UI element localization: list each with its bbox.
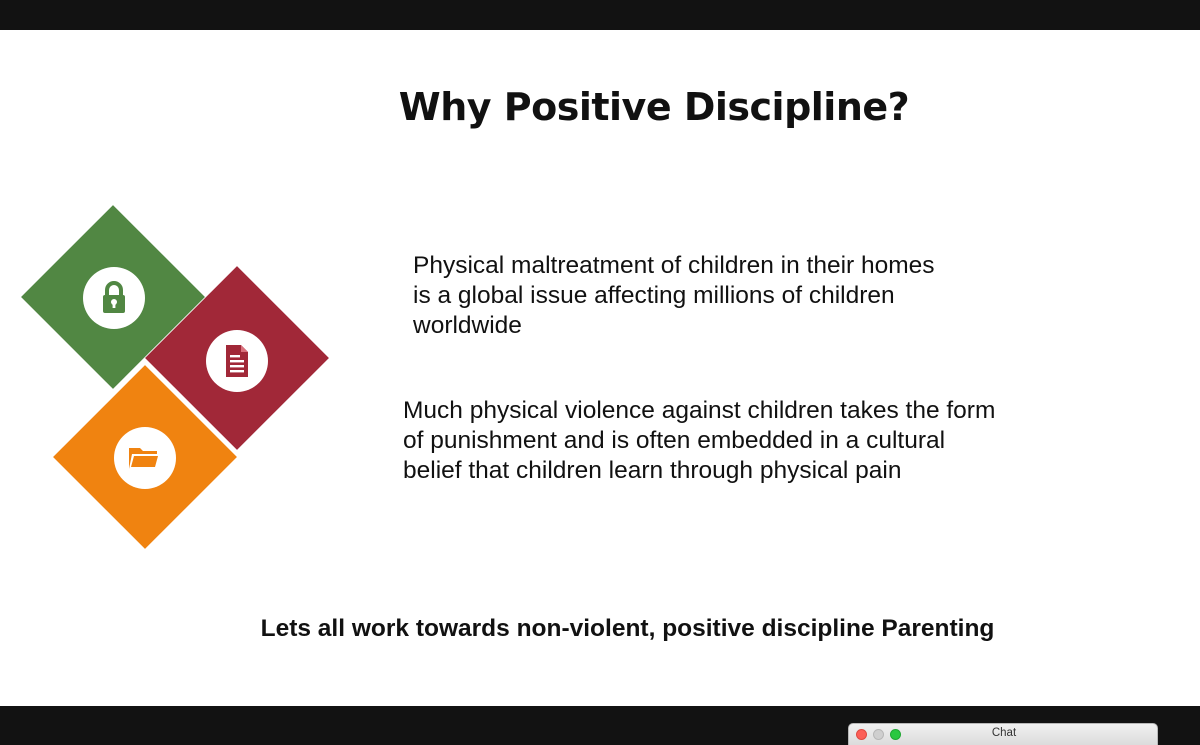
top-bar <box>0 0 1200 30</box>
chat-window[interactable] <box>848 723 1158 745</box>
slide-title: Why Positive Discipline? <box>398 85 910 129</box>
lock-icon <box>83 267 145 329</box>
paragraph-1-line: Physical maltreatment of children in their homes <box>413 252 935 279</box>
paragraph-2-line: Much physical violence against children takes the form <box>403 397 996 424</box>
document-icon <box>206 330 268 392</box>
paragraph-1 <box>413 251 1013 341</box>
paragraph-2-line: belief that children learn through physical pain <box>403 457 902 484</box>
slide <box>0 30 1200 706</box>
paragraph-1-line: is a global issue affecting millions of children <box>413 282 895 309</box>
folder-icon <box>114 427 176 489</box>
slide-footer-text: Lets all work towards non-violent, positive discipline Parenting <box>260 615 995 642</box>
paragraph-1-line: worldwide <box>413 312 522 339</box>
paragraph-2 <box>403 396 1063 486</box>
chat-window-title: Chat <box>991 727 1017 739</box>
paragraph-2-line: of punishment and is often embedded in a cultural <box>403 427 946 454</box>
